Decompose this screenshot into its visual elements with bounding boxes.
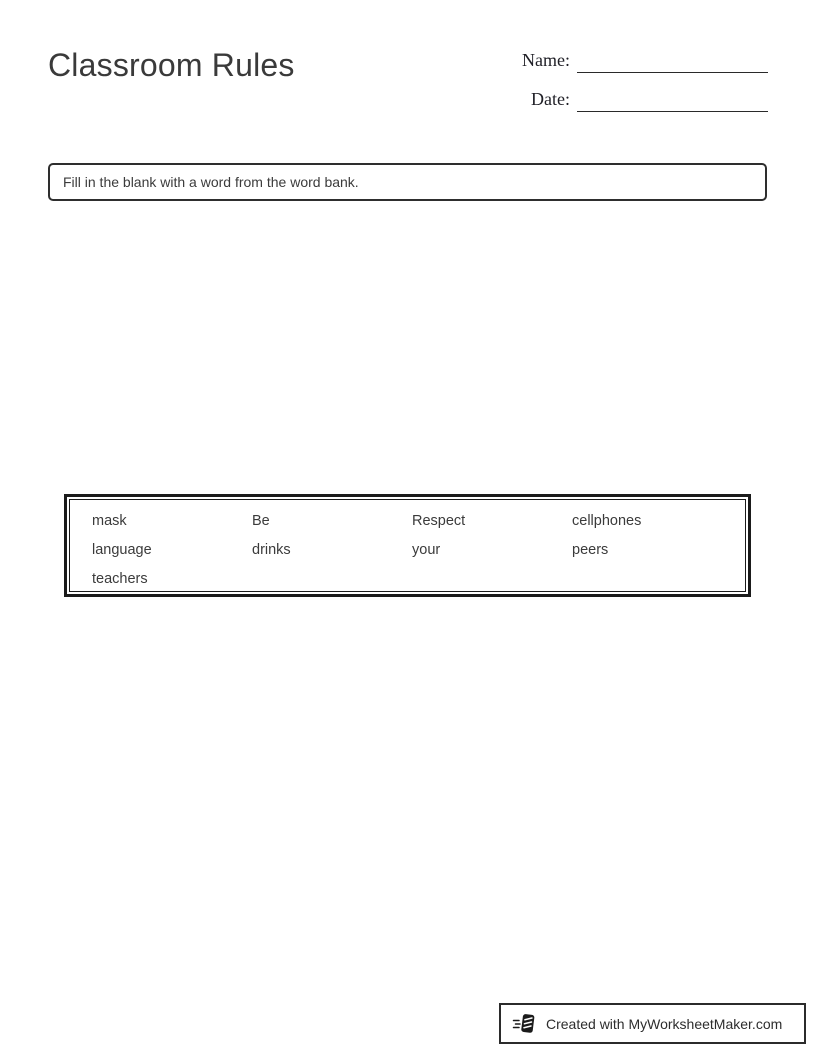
- date-blank-line: [577, 90, 768, 112]
- name-field-row: [522, 50, 768, 73]
- footer-credit-box: [499, 1003, 806, 1044]
- word-bank-word: drinks: [252, 542, 291, 558]
- date-label: Date:: [531, 89, 570, 109]
- name-blank-line: [577, 51, 768, 73]
- word-bank-grid: [92, 510, 745, 590]
- word-bank: [64, 494, 751, 597]
- word-bank-word: teachers: [92, 571, 148, 587]
- word-bank-word: mask: [92, 513, 127, 529]
- word-bank-word: cellphones: [572, 513, 642, 529]
- header-fields: [522, 50, 768, 112]
- name-label: Name:: [522, 50, 570, 70]
- footer-credit-text: Created with MyWorksheetMaker.com: [546, 1015, 783, 1032]
- word-bank-word: language: [92, 542, 152, 558]
- page-title: Classroom Rules: [48, 47, 295, 83]
- date-field-row: [522, 89, 768, 112]
- word-bank-inner-border: [69, 499, 746, 592]
- instructions-text: Fill in the blank with a word from the word bank.: [63, 174, 359, 190]
- instructions-box: [48, 163, 767, 201]
- word-bank-word: Respect: [412, 513, 466, 529]
- flying-worksheet-icon: [512, 1011, 538, 1037]
- word-bank-word: Be: [252, 513, 270, 529]
- word-bank-word: your: [412, 542, 441, 558]
- word-bank-word: peers: [572, 542, 609, 558]
